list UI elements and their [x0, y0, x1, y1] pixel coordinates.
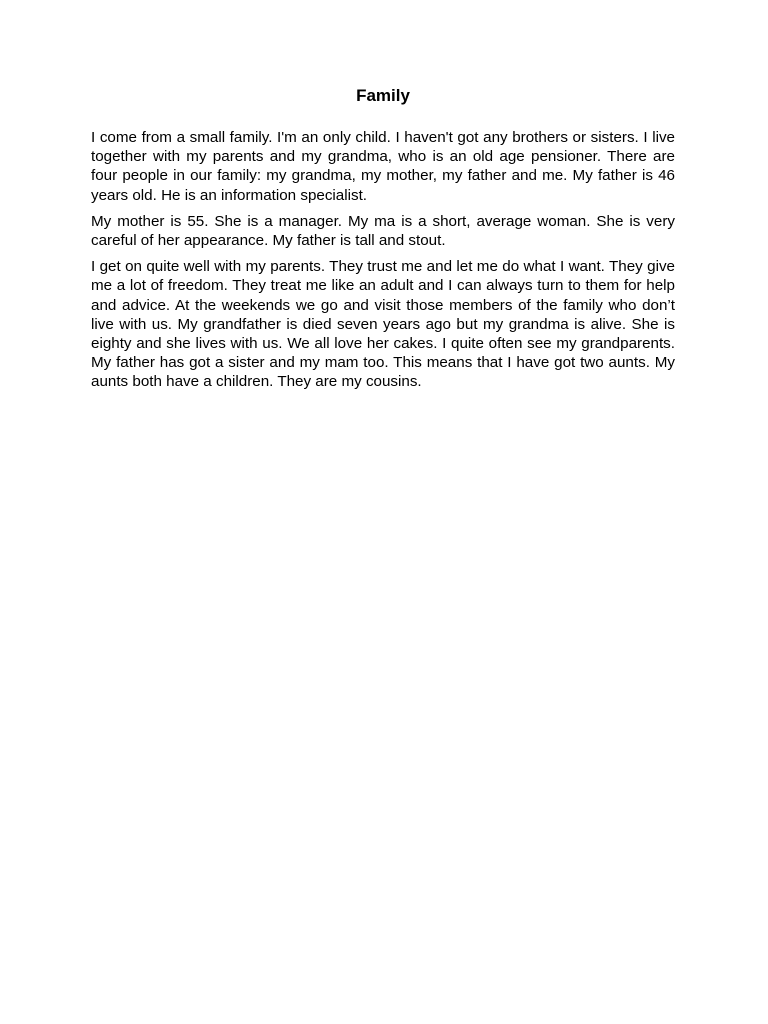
paragraph-1: I come from a small family. I'm an only child. I haven't got any brothers or sisters. I live together with my parents and my grandma, who is an old age pensioner. There are four people in our family: my grandma, my mother, my father and me. My father is 46 years old. He is an information specialist.: [91, 129, 675, 204]
document-page: [91, 86, 675, 399]
paragraph-3: I get on quite well with my parents. They trust me and let me do what I want. They give me a lot of freedom. They treat me like an adult and I can always turn to them for help and advice. At the weekends we go and visit those members of the family who don’t live with us. My grandfather is died seven years ago but my grandma is alive. She is eighty and she lives with us. We all love her cakes. I quite often see my grandparents. My father has got a sister and my mam too. This means that I have got two aunts. My aunts both have a children. They are my cousins.: [91, 258, 675, 391]
document-title: Family: [356, 86, 410, 105]
paragraph-2: My mother is 55. She is a manager. My ma is a short, average woman. She is very careful of her appearance. My father is tall and stout.: [91, 212, 675, 250]
